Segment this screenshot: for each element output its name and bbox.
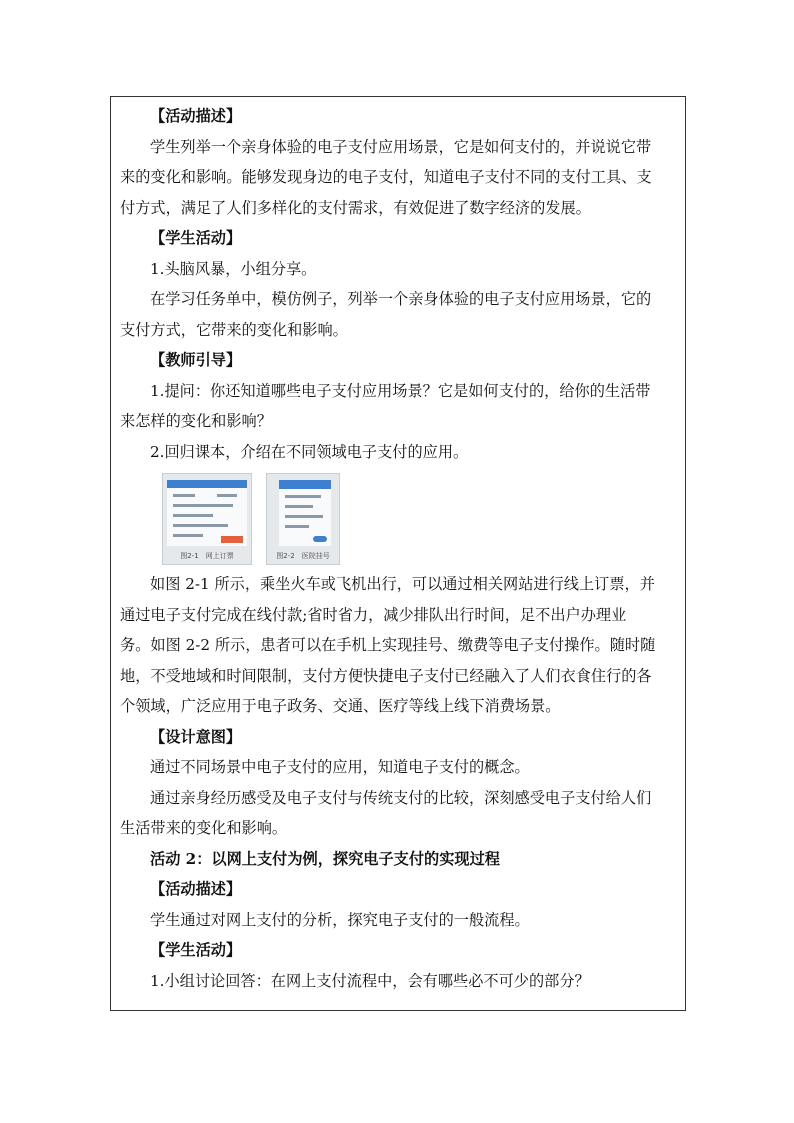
paragraph-line: 在学习任务单中，模仿例子，列举一个亲身体验的电子支付应用场景，它的 — [150, 290, 652, 308]
paragraph-line: 来的变化和影响。能够发现身边的电子支付，知道电子支付不同的支付工具、支 — [120, 168, 652, 186]
paragraph-line: 付方式，满足了人们多样化的支付需求，有效促进了数字经济的发展。 — [120, 198, 591, 217]
activity-2-title: 活动 2：以网上支付为例，探究电子支付的实现过程 — [150, 849, 500, 868]
paragraph-line: 如图 2-1 所示，乘坐火车或飞机出行，可以通过相关网站进行线上订票，并 — [150, 575, 655, 593]
photo-hospital-registration — [266, 473, 340, 565]
list-item: 2.回归课本，介绍在不同领域电子支付的应用。 — [150, 442, 469, 461]
paragraph-line: 通过不同场景中电子支付的应用，知道电子支付的概念。 — [150, 758, 530, 776]
paragraph-line: 务。如图 2-2 所示，患者可以在手机上实现挂号、缴费等电子支付操作。随时随 — [120, 636, 656, 654]
paragraph-line: 个领域，广泛应用于电子政务、交通、医疗等线上线下消费场景。 — [120, 697, 561, 715]
paragraph-line: 通过电子支付完成在线付款;省时省力，减少排队出行时间，足不出户办理业 — [120, 605, 627, 624]
photo-online-ticketing — [162, 473, 252, 565]
paragraph-line: 通过亲身经历感受及电子支付与传统支付的比较，深刻感受电子支付给人们 — [150, 788, 652, 807]
paragraph-line: 支付方式，它带来的变化和影响。 — [120, 320, 348, 339]
phone-screen-ticket — [167, 480, 247, 546]
figure-photos — [120, 473, 680, 565]
paragraph-line: 来怎样的变化和影响？ — [120, 412, 272, 430]
heading-activity-description: 【活动描述】 — [150, 880, 242, 898]
content-table-cell — [110, 96, 686, 1011]
heading-teacher-guidance: 【教师引导】 — [150, 351, 242, 369]
heading-activity-description: 【活动描述】 — [150, 107, 242, 125]
figure-caption: 图2-1 网上订票 — [180, 552, 234, 560]
lesson-content — [120, 101, 680, 996]
paragraph-line: 地，不受地域和时间限制，支付方便快捷电子支付已经融入了人们衣食住行的各 — [120, 666, 652, 685]
heading-student-activity: 【学生活动】 — [150, 229, 242, 247]
heading-design-intent: 【设计意图】 — [150, 727, 242, 746]
paragraph-line: 生活带来的变化和影响。 — [120, 819, 288, 837]
heading-student-activity: 【学生活动】 — [150, 941, 242, 959]
phone-screen-hospital — [279, 480, 331, 546]
paragraph-line: 学生通过对网上支付的分析，探究电子支付的一般流程。 — [150, 910, 530, 929]
paragraph-line: 学生列举一个亲身体验的电子支付应用场景，它是如何支付的，并说说它带 — [150, 137, 652, 156]
list-item: 1.头脑风暴，小组分享。 — [150, 259, 317, 278]
list-item: 1.小组讨论回答：在网上支付流程中，会有哪些必不可少的部分？ — [150, 971, 590, 990]
figure-caption: 图2-2 医院挂号 — [276, 552, 330, 560]
list-item: 1.提问：你还知道哪些电子支付应用场景？它是如何支付的，给你的生活带 — [150, 381, 651, 400]
